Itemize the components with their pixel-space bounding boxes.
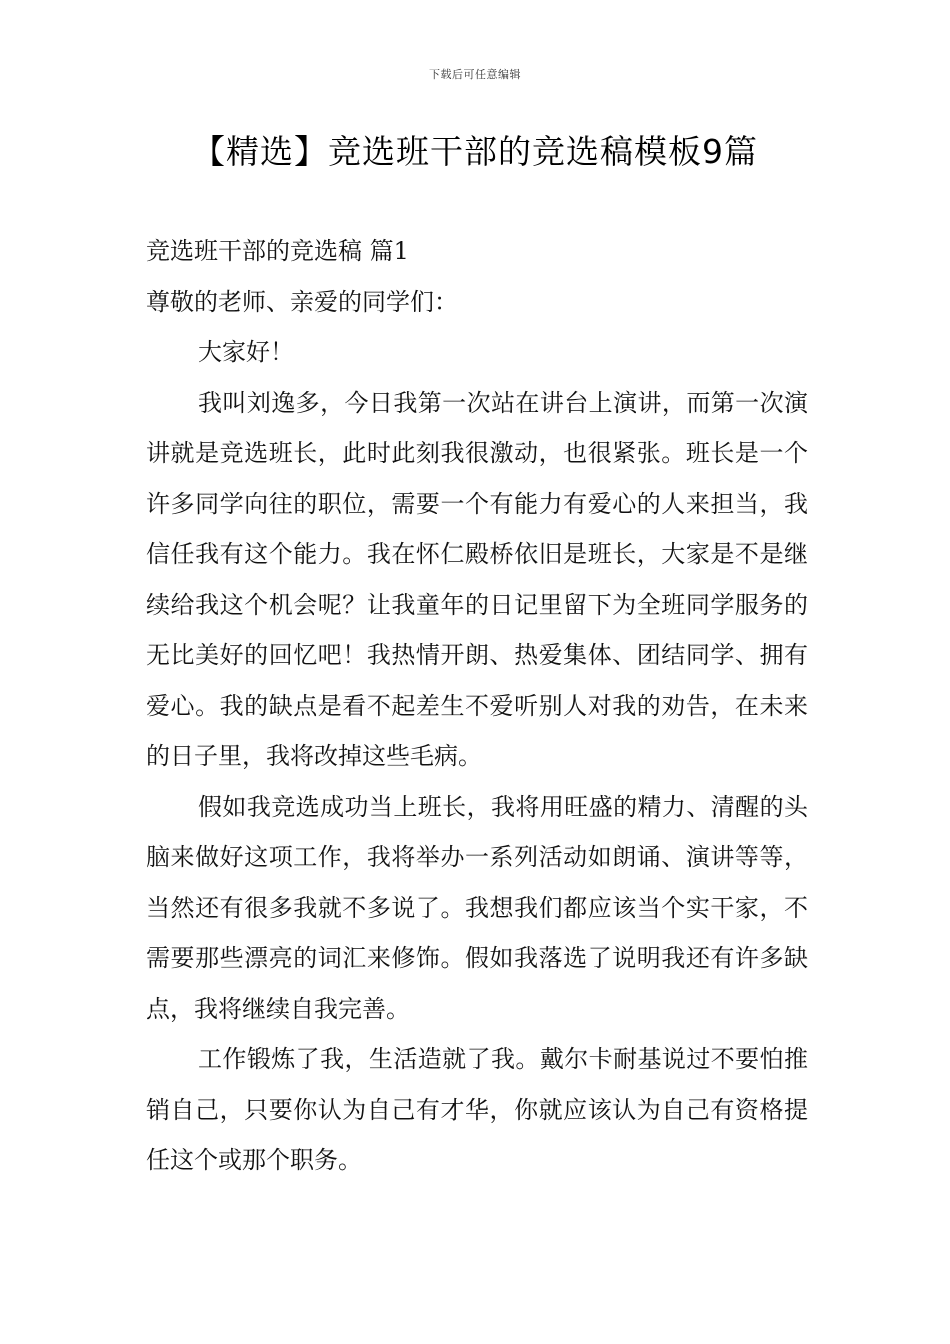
header-note: 下载后可任意编辑 [429, 68, 521, 81]
document-body [146, 226, 808, 1186]
document-title: 【精选】竞选班干部的竞选稿模板9篇 [192, 132, 758, 171]
paragraph-introduction: 我叫刘逸多，今日我第一次站在讲台上演讲，而第一次演讲就是竞选班长，此时此刻我很激动，也很紧张。班长是一个许多同学向往的职位，需要一个有能力有爱心的人来担当，我信任我有这个能力。我在怀仁殿桥依旧是班长，大家是不是继续给我这个机会呢？让我童年的日记里留下为全班同学服务的无比美好的回忆吧！我热情开朗、热爱集体、团结同学、拥有爱心。我的缺点是看不起差生不爱听别人对我的劝告，在未来的日子里，我将改掉这些毛病。 [146, 388, 808, 770]
salutation: 尊敬的老师、亲爱的同学们： [146, 287, 458, 316]
section-heading: 竞选班干部的竞选稿 篇1 [146, 237, 409, 265]
paragraph-plan: 假如我竞选成功当上班长，我将用旺盛的精力、清醒的头脑来做好这项工作，我将举办一系列活动如朗诵、演讲等等，当然还有很多我就不多说了。我想我们都应该当个实干家，不需要那些漂亮的词汇来修饰。假如我落选了说明我还有许多缺点，我将继续自我完善。 [146, 792, 808, 1023]
paragraph-closing: 工作锻炼了我，生活造就了我。戴尔卡耐基说过不要怕推销自己，只要你认为自己有才华，你就应该认为自己有资格提任这个或那个职务。 [146, 1045, 808, 1174]
paragraph-greeting: 大家好！ [198, 338, 294, 366]
